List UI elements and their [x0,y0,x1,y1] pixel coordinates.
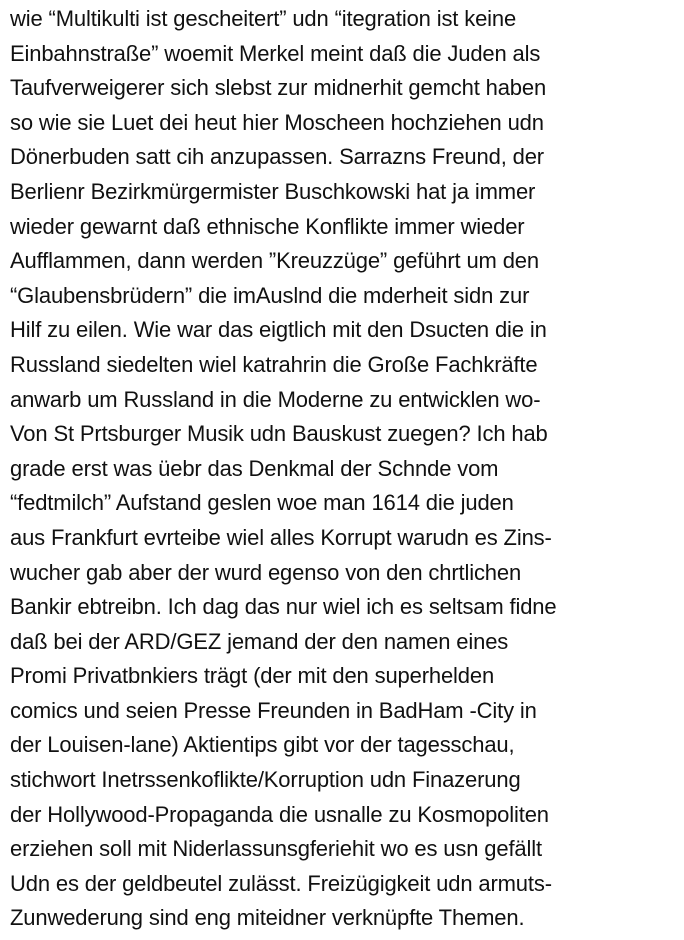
text-line: stichwort Inetrssenkoflikte/Korruption udn Finazerung [10,767,521,793]
text-line: anwarb um Russland in die Moderne zu entwicklen wo- [10,386,541,412]
text-line: Aufflammen, dann werden ”Kreuzzüge” geführt um den [10,248,539,274]
text-line: comics und seien Presse Freunden in BadHam -City in [10,697,537,723]
text-line: Taufverweigerer sich slebst zur midnerhit gemcht haben [10,75,547,101]
text-line: der Louisen-lane) Aktientips gibt vor der tagesschau, [10,732,515,758]
text-line: Hilf zu eilen. Wie war das eigtlich mit den Dsucten die in [10,317,547,343]
text-line: Zunwederung sind eng miteidner verknüpfte Themen. [10,905,525,931]
text-line: Promi Privatbnkiers trägt (der mit den superhelden [10,663,495,689]
text-line: “fedtmilch” Aufstand geslen woe man 1614 die juden [10,490,514,516]
text-line: Dönerbuden satt cih anzupassen. Sarrazns Freund, der [10,144,544,170]
text-line: Berlienr Bezirkmürgermister Buschkowski hat ja immer [10,178,536,204]
text-line: Von St Prtsburger Musik udn Bauskust zuegen? Ich hab [10,421,548,447]
text-line: Bankir ebtreibn. Ich dag das nur wiel ich es seltsam fidne [10,594,557,620]
text-line: wucher gab aber der wurd egenso von den chrtlichen [10,559,522,585]
text-line: Einbahnstraße” woemit Merkel meint daß die Juden als [10,40,541,66]
text-line: “Glaubensbrüdern” die imAuslnd die mderheit sidn zur [10,282,530,308]
text-line: grade erst was üebr das Denkmal der Schnde vom [10,455,499,481]
text-line: der Hollywood-Propaganda die usnalle zu Kosmopoliten [10,801,549,827]
text-line: wieder gewarnt daß ethnische Konflikte immer wieder [10,213,525,239]
text-line: daß bei der ARD/GEZ jemand der den namen eines [10,628,509,654]
text-line: wie “Multikulti ist gescheitert” udn “itegration ist keine [10,6,517,31]
text-line: Russland siedelten wiel katrahrin die Große Fachkräfte [10,351,538,377]
text-line: aus Frankfurt evrteibe wiel alles Korrupt warudn es Zins- [10,524,552,550]
text-line: erziehen soll mit Niderlassunsgferiehit wo es usn gefällt [10,836,542,862]
text-line: so wie sie Luet dei heut hier Moscheen hochziehen udn [10,109,544,135]
text-line: Udn es der geldbeutel zulässt. Freizügigkeit udn armuts- [10,870,552,896]
document-text-block [10,2,682,936]
